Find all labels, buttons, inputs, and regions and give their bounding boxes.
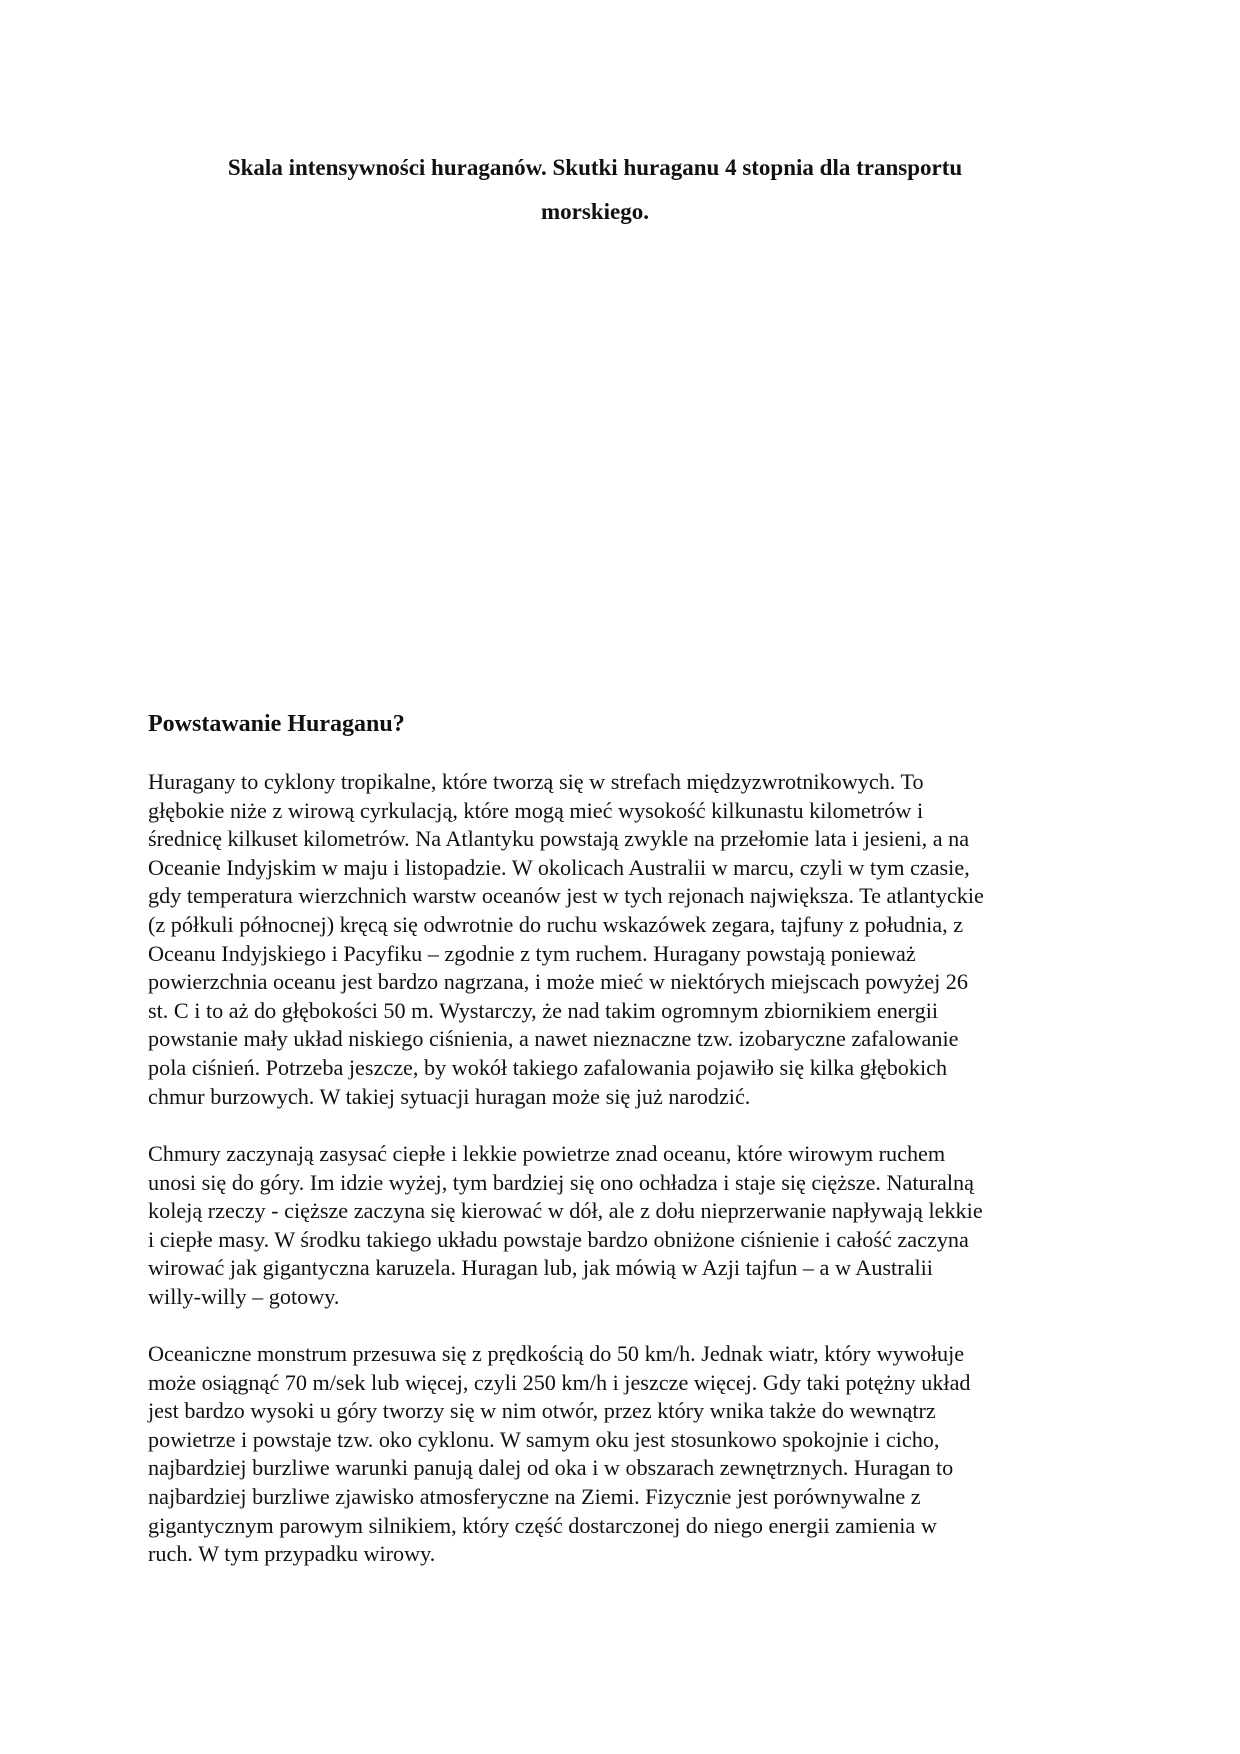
text-line: ruch. W tym przypadku wirowy.	[148, 1541, 436, 1567]
text-line: Oceanu Indyjskiego i Pacyfiku – zgodnie z tym ruchem. Huragany powstają ponieważ	[148, 940, 916, 966]
text-line: powstanie mały układ niskiego ciśnienia, a nawet nieznaczne tzw. izobaryczne zafalowanie	[148, 1026, 959, 1052]
section-heading: Powstawanie Huraganu?	[148, 711, 405, 737]
text-line: może osiągnąć 70 m/sek lub więcej, czyli 250 km/h i jeszcze więcej. Gdy taki potężny układ	[148, 1369, 971, 1395]
text-line: najbardziej burzliwe warunki panują dalej od oka i w obszarach zewnętrznych. Huragan to	[148, 1455, 954, 1481]
text-line: pola ciśnień. Potrzeba jeszcze, by wokół takiego zafalowania pojawiło się kilka głębokich	[148, 1054, 948, 1080]
paragraph-2	[148, 1140, 1088, 1312]
text-line: średnicę kilkuset kilometrów. Na Atlantyku powstają zwykle na przełomie lata i jesieni, a na	[148, 826, 970, 852]
text-line: Oceanie Indyjskim w maju i listopadzie. W okolicach Australii w marcu, czyli w tym czasie,	[148, 854, 970, 880]
paragraph-3	[148, 1340, 1088, 1569]
title-line: Skala intensywności huraganów. Skutki huraganu 4 stopnia dla transportu	[227, 155, 963, 180]
text-line: jest bardzo wysoki u góry tworzy się w nim otwór, przez który wnika także do wewnątrz	[148, 1398, 936, 1424]
text-line: gigantycznym parowym silnikiem, który część dostarczonej do niego energii zamienia w	[148, 1512, 937, 1538]
text-line: powierzchnia oceanu jest bardzo nagrzana, i może mieć w niektórych miejscach powyżej 26	[148, 969, 968, 995]
text-line: Oceaniczne monstrum przesuwa się z prędkością do 50 km/h. Jednak wiatr, który wywołuje	[148, 1341, 965, 1366]
text-line: (z półkuli północnej) kręcą się odwrotnie do ruchu wskazówek zegara, tajfuny z południa, z	[148, 911, 964, 937]
text-line: i ciepłe masy. W środku takiego układu powstaje bardzo obniżone ciśnienie i całość zaczyna	[148, 1226, 969, 1252]
text-line: głębokie niże z wirową cyrkulacją, które mogą mieć wysokość kilkunastu kilometrów i	[148, 797, 924, 823]
text-line: gdy temperatura wierzchnich warstw oceanów jest w tych rejonach największa. Te atlantyckie	[148, 883, 984, 909]
document-title	[150, 146, 1040, 234]
text-line: koleją rzeczy - cięższe zaczyna się kierować w dół, ale z dołu nieprzerwanie napływają lekkie	[148, 1198, 983, 1224]
text-line: willy-willy – gotowy.	[148, 1283, 340, 1309]
text-line: unosi się do góry. Im idzie wyżej, tym bardziej się ono ochładza i staje się cięższe. Naturalną	[148, 1169, 974, 1195]
text-line: st. C i to aż do głębokości 50 m. Wystarczy, że nad takim ogromnym zbiornikiem energii	[148, 997, 939, 1023]
paragraph-1	[148, 768, 1088, 1111]
text-line: Chmury zaczynają zasysać ciepłe i lekkie powietrze znad oceanu, które wirowym ruchem	[148, 1141, 946, 1166]
text-line: najbardziej burzliwe zjawisko atmosferyczne na Ziemi. Fizycznie jest porównywalne z	[148, 1483, 921, 1509]
text-line: Huragany to cyklony tropikalne, które tworzą się w strefach międzyzwrotnikowych. To	[148, 769, 924, 794]
title-line: morskiego.	[541, 199, 649, 224]
text-line: chmur burzowych. W takiej sytuacji huragan może się już narodzić.	[148, 1083, 751, 1109]
text-line: wirować jak gigantyczna karuzela. Huragan lub, jak mówią w Azji tajfun – a w Australii	[148, 1255, 933, 1281]
text-line: powietrze i powstaje tzw. oko cyklonu. W samym oku jest stosunkowo spokojnie i cicho,	[148, 1426, 940, 1452]
